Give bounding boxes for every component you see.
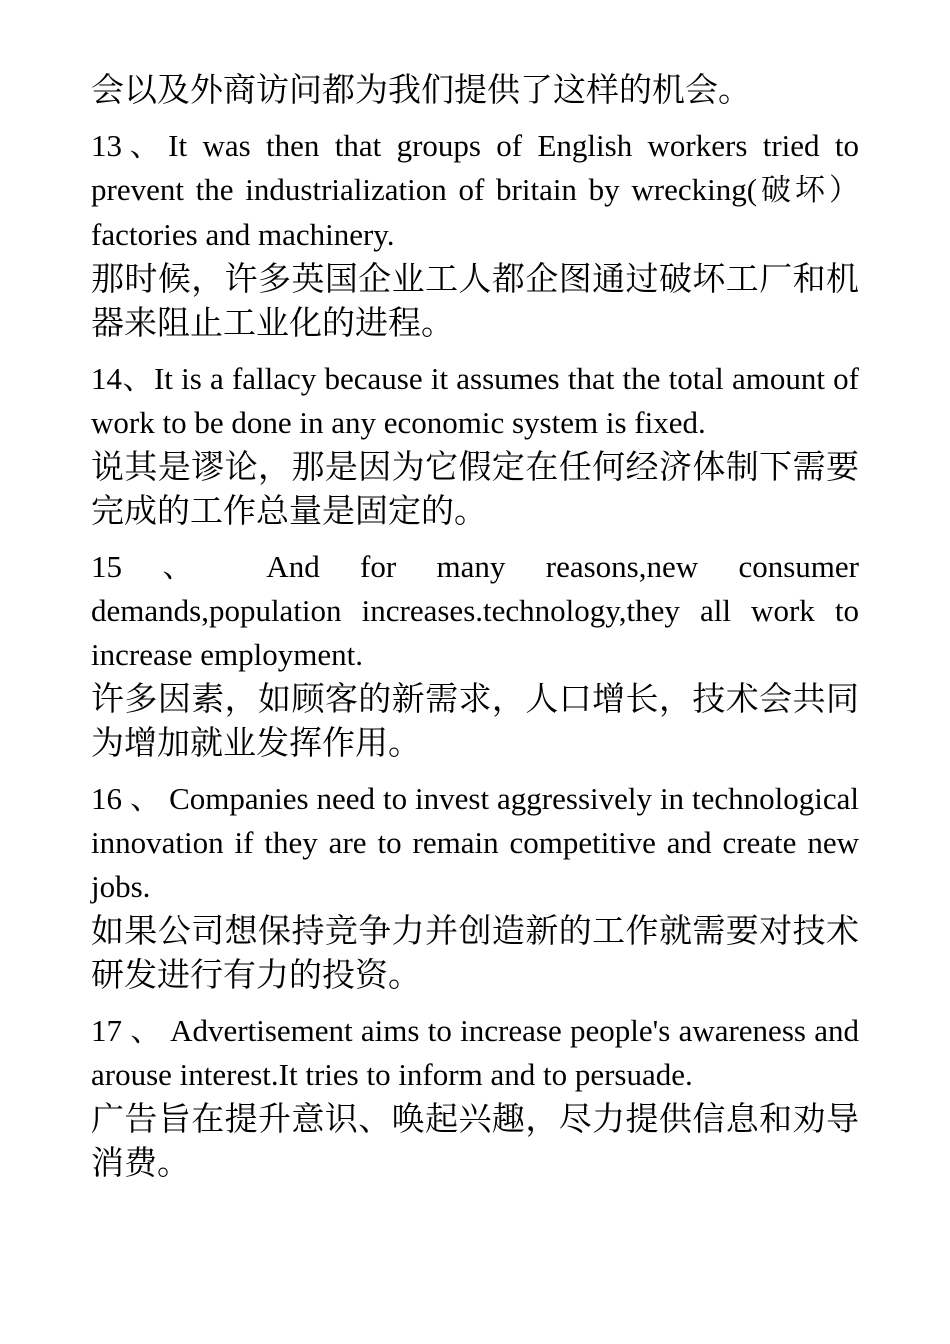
document-page xyxy=(91,68,859,1185)
item-13-english-inline-chinese: 破坏） xyxy=(757,173,859,208)
item-17 xyxy=(91,1009,859,1185)
item-17-english: 17 、 Advertisement aims to increase people's awareness and arouse interest.It tries to inform and to persuade. xyxy=(91,1013,859,1092)
item-15-english: 15 、 And for many reasons,new consumer demands,population increases.technology,they all work to increase employment. xyxy=(91,549,859,672)
item-14 xyxy=(91,357,859,533)
item-15-translation: 许多因素，如顾客的新需求，人口增长，技术会共同为增加就业发挥作用。 xyxy=(91,679,859,762)
item-16-translation: 如果公司想保持竞争力并创造新的工作就需要对技术研发进行有力的投资。 xyxy=(91,911,859,994)
item-15 xyxy=(91,545,859,765)
item-13-translation: 那时候，许多英国企业工人都企图通过破坏工厂和机器来阻止工业化的进程。 xyxy=(91,259,859,342)
item-13-english xyxy=(91,124,859,257)
item-14-translation: 说其是谬论，那是因为它假定在任何经济体制下需要完成的工作总量是固定的。 xyxy=(91,447,859,530)
intro-translation: 会以及外商访问都为我们提供了这样的机会。 xyxy=(91,70,751,109)
item-16 xyxy=(91,777,859,997)
item-13-english-part2: factories and machinery. xyxy=(91,217,395,252)
item-14-english: 14、It is a fallacy because it assumes that the total amount of work to be done in any economic system is fixed. xyxy=(91,361,859,440)
item-13 xyxy=(91,124,859,345)
item-16-english: 16 、 Companies need to invest aggressively in technological innovation if they are to remain competitive and create new jobs. xyxy=(91,781,859,904)
item-13-english-part1: 13、It was then that groups of English workers tried to prevent the industrialization of britain by wrecking( xyxy=(91,128,859,207)
item-17-translation: 广告旨在提升意识、唤起兴趣，尽力提供信息和劝导消费。 xyxy=(91,1099,859,1182)
